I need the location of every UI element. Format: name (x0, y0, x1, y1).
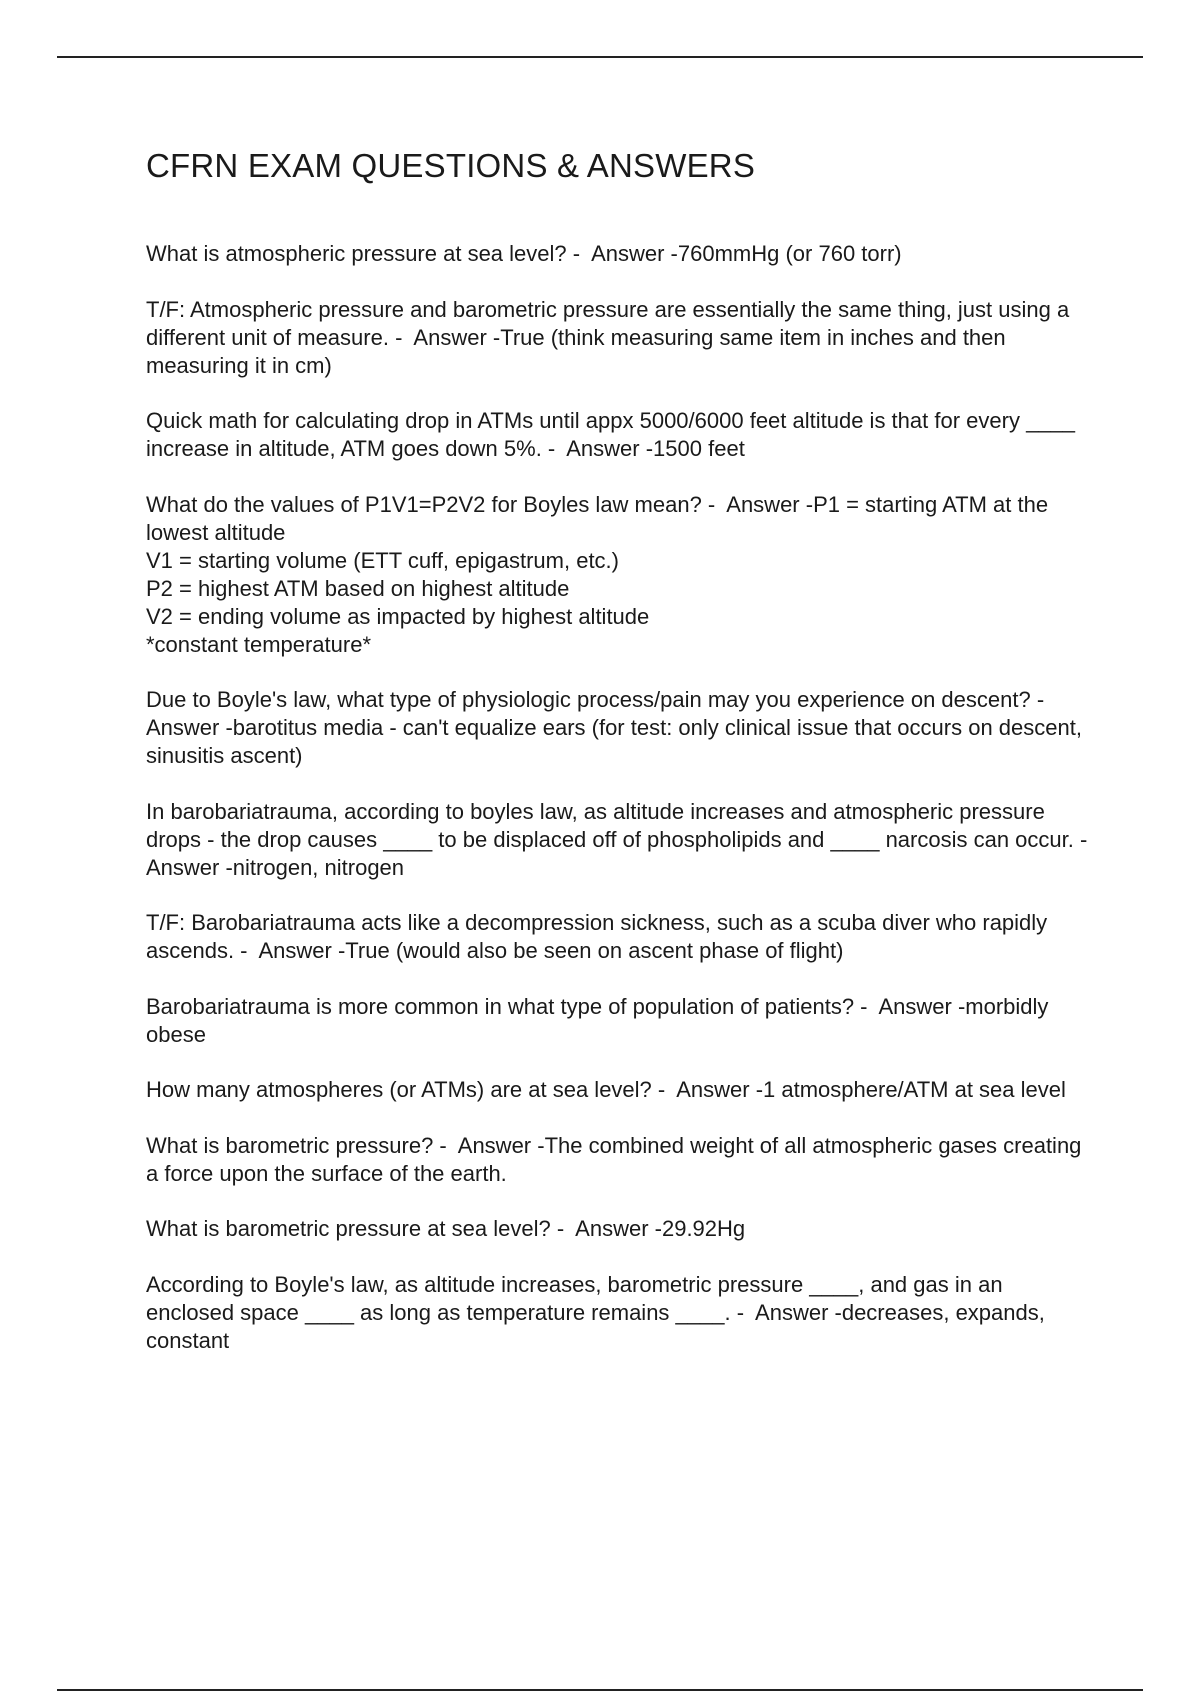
qa-item: What do the values of P1V1=P2V2 for Boyles law mean? - Answer -P1 = starting ATM at the lowest altitude V1 = starting volume (ETT cuff, epigastrum, etc.) P2 = highest ATM based on highest altitude V2 = ending volume as impacted by highest altitude *constant temperature* (146, 491, 1049, 657)
bottom-divider (57, 1689, 1143, 1691)
top-divider (57, 56, 1143, 58)
qa-item: What is barometric pressure? - Answer -The combined weight of all atmospheric gases creating a force upon the surface of the earth. (146, 1132, 1088, 1186)
qa-list (146, 240, 1099, 1355)
qa-item: Barobariatrauma is more common in what type of population of patients? - Answer -morbidly obese (146, 993, 1055, 1047)
qa-item: How many atmospheres (or ATMs) are at sea level? - Answer -1 atmosphere/ATM at sea level (146, 1077, 1066, 1102)
qa-item: According to Boyle's law, as altitude increases, barometric pressure ____, and gas in an enclosed space ____ as long as temperature remains ____. - Answer -decreases, expands, constant (146, 1271, 1051, 1353)
qa-item: T/F: Atmospheric pressure and barometric pressure are essentially the same thing, just using a different unit of measure. - Answer -True (think measuring same item in inches and then measuring it in cm) (146, 296, 1076, 378)
qa-item: Due to Boyle's law, what type of physiologic process/pain may you experience on descent? - Answer -barotitus media - can't equalize ears (for test: only clinical issue that occurs on descent, sinusitis ascent) (146, 687, 1089, 768)
qa-item: What is barometric pressure at sea level? - Answer -29.92Hg (146, 1216, 746, 1241)
qa-item: In barobariatrauma, according to boyles law, as altitude increases and atmospheric pressure drops - the drop causes ____ to be displaced off of phospholipids and ____ narcosis can occur. - Answer -nitrogen, nitrogen (146, 798, 1099, 880)
document-title: CFRN EXAM QUESTIONS & ANSWERS (146, 147, 756, 184)
qa-item: T/F: Barobariatrauma acts like a decompression sickness, such as a scuba diver who rapidly ascends. - Answer -True (would also be seen on ascent phase of flight) (146, 910, 1054, 963)
qa-item: What is atmospheric pressure at sea level? - Answer -760mmHg (or 760 torr) (146, 241, 902, 266)
qa-item: Quick math for calculating drop in ATMs until appx 5000/6000 feet altitude is that for every ____ increase in altitude, ATM goes down 5%. - Answer -1500 feet (146, 408, 1082, 461)
document-body (146, 142, 1099, 1382)
